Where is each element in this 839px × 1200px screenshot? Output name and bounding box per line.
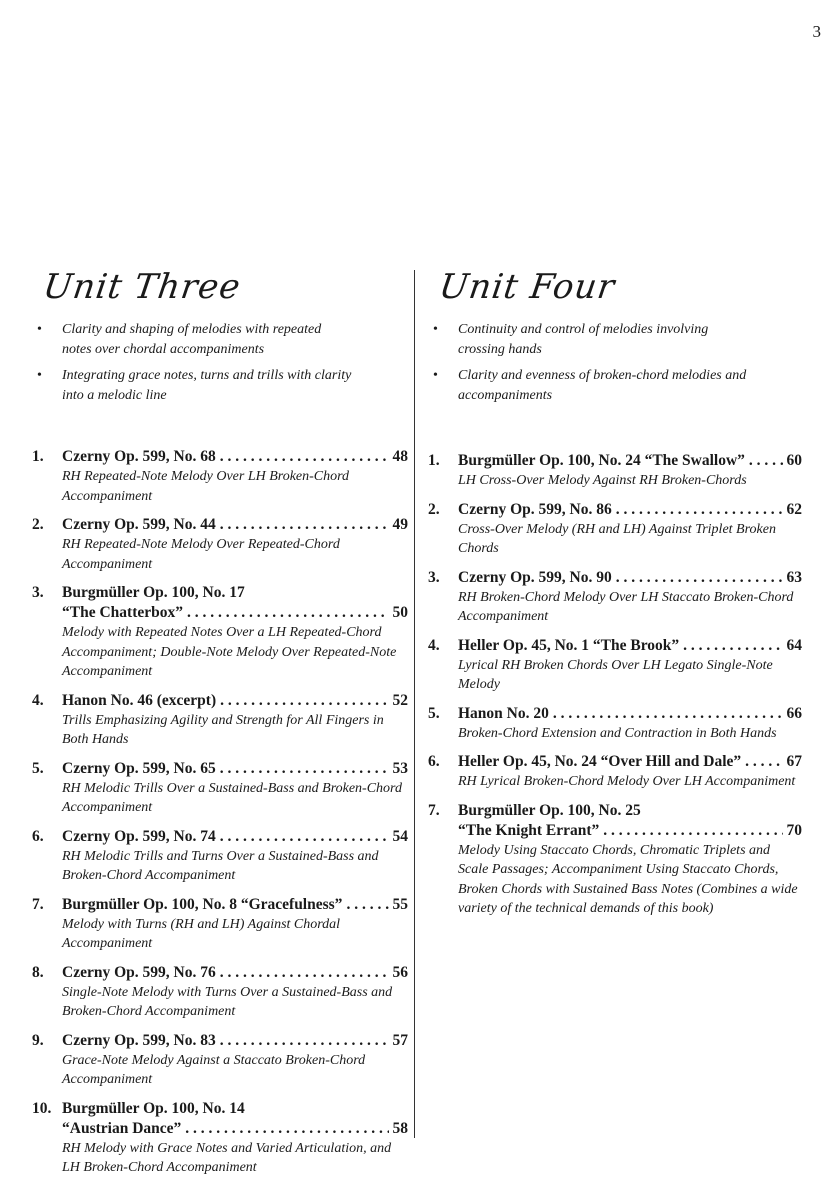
- entry-composer-opus: Czerny Op. 599, No. 76: [62, 963, 216, 981]
- entry-number: 5.: [32, 759, 44, 777]
- dot-leader: [220, 759, 389, 779]
- contents-entry: [428, 801, 802, 919]
- dot-leader: [220, 1031, 389, 1051]
- contents-entry: [428, 451, 802, 491]
- entry-heading-line: [62, 515, 408, 535]
- dot-leader: [749, 451, 783, 471]
- dot-leader: [683, 636, 782, 656]
- goal-item: [428, 366, 748, 406]
- unit-title: Unit Three: [40, 267, 244, 307]
- entry-page-number: 70: [786, 821, 802, 839]
- entry-page-number: 56: [392, 963, 408, 981]
- contents-entry: [32, 447, 408, 506]
- contents-entry: [428, 500, 802, 559]
- contents-entry: [428, 704, 802, 744]
- entry-heading-line: [62, 691, 408, 711]
- entry-page-number: 48: [392, 448, 408, 465]
- contents-entry: [428, 636, 802, 695]
- dot-leader: [553, 704, 783, 724]
- entry-composer-opus: Czerny Op. 599, No. 90: [458, 568, 612, 586]
- entry-composer-opus: Burgmüller Op. 100, No. 17: [62, 584, 245, 601]
- contents-entry: [32, 1031, 408, 1090]
- entry-number: 3.: [428, 568, 440, 586]
- entry-description: Trills Emphasizing Agility and Strength for All Fingers in Both Hands: [62, 712, 384, 747]
- unit-goals: [428, 320, 802, 406]
- entry-page-number: 54: [392, 827, 408, 845]
- entry-description: Melody with Turns (RH and LH) Against Chordal Accompaniment: [62, 916, 341, 951]
- entry-description: Melody with Repeated Notes Over a LH Repeated-Chord Accompaniment; Double-Note Melody Over Repeated-Note Accompaniment: [62, 625, 397, 679]
- entry-page-number: 50: [392, 604, 408, 621]
- entry-description: Grace-Note Melody Against a Staccato Broken-Chord Accompaniment: [62, 1052, 366, 1087]
- entry-page-number: 55: [392, 895, 408, 913]
- unit-three-column: [32, 262, 408, 1187]
- entry-heading-line: [458, 704, 802, 724]
- entry-number: 2.: [32, 516, 44, 533]
- entry-title-line: [62, 603, 408, 623]
- contents-entry: [32, 515, 408, 574]
- entry-composer-opus: Heller Op. 45, No. 24 “Over Hill and Dale”: [458, 753, 742, 770]
- unit-entries: [428, 451, 802, 919]
- entry-description: LH Cross-Over Melody Against RH Broken-Chords: [458, 473, 747, 488]
- entry-composer-opus: Hanon No. 20: [458, 704, 549, 722]
- entry-heading-line: [62, 895, 408, 915]
- entry-number: 3.: [32, 584, 44, 601]
- goal-item: [32, 366, 352, 406]
- entry-heading-line: [62, 1099, 408, 1119]
- entry-composer-opus: Burgmüller Op. 100, No. 14: [62, 1099, 245, 1117]
- entry-composer-opus: Czerny Op. 599, No. 74: [62, 827, 216, 845]
- entry-page-number: 64: [786, 636, 802, 654]
- entry-page-number: 62: [786, 500, 802, 518]
- entry-page-number: 49: [392, 516, 408, 533]
- entry-title-line: [62, 1119, 408, 1139]
- entry-description: RH Repeated-Note Melody Over LH Broken-Chord Accompaniment: [62, 469, 350, 504]
- entry-composer-opus: Czerny Op. 599, No. 68: [62, 448, 216, 465]
- entry-number: 9.: [32, 1031, 44, 1049]
- entry-number: 7.: [428, 801, 440, 819]
- dot-leader: [220, 827, 389, 847]
- entry-description: Lyrical RH Broken Chords Over LH Legato Single-Note Melody: [458, 657, 773, 692]
- goal-text: Integrating grace notes, turns and trills with clarity into a melodic line: [62, 368, 352, 403]
- entry-composer-opus: Burgmüller Op. 100, No. 24 “The Swallow”: [458, 452, 745, 469]
- entry-number: 5.: [428, 704, 440, 722]
- entry-page-number: 58: [392, 1119, 408, 1137]
- bullet-icon: •: [433, 368, 438, 383]
- entry-page-number: 66: [786, 704, 802, 722]
- entry-number: 1.: [32, 448, 44, 465]
- entry-heading-line: [458, 752, 802, 772]
- contents-entry: [428, 752, 802, 792]
- contents-entry: [32, 691, 408, 750]
- entry-heading-line: [62, 447, 408, 467]
- entry-description: RH Broken-Chord Melody Over LH Staccato Broken-Chord Accompaniment: [458, 589, 794, 624]
- contents-entry: [32, 827, 408, 886]
- dot-leader: [346, 895, 388, 915]
- entry-description: Cross-Over Melody (RH and LH) Against Triplet Broken Chords: [458, 521, 776, 556]
- entry-heading-line: [62, 1031, 408, 1051]
- entry-title: “The Chatterbox”: [62, 604, 183, 621]
- entry-composer-opus: Heller Op. 45, No. 1 “The Brook”: [458, 636, 680, 654]
- goal-text: Continuity and control of melodies involving crossing hands: [458, 322, 709, 357]
- entry-composer-opus: Hanon No. 46 (excerpt): [62, 691, 217, 709]
- contents-entry: [32, 583, 408, 682]
- entry-description: Melody Using Staccato Chords, Chromatic Triplets and Scale Passages; Accompaniment Using Staccato Chords, Broken Chords with Sustained Bass Notes (Combines a wide variety of the technical demands of this book): [458, 842, 798, 916]
- entry-heading-line: [458, 636, 802, 656]
- entry-description: RH Lyrical Broken-Chord Melody Over LH Accompaniment: [458, 774, 796, 789]
- entry-description: Single-Note Melody with Turns Over a Sustained-Bass and Broken-Chord Accompaniment: [62, 984, 393, 1019]
- entry-description: RH Melodic Trills and Turns Over a Sustained-Bass and Broken-Chord Accompaniment: [62, 848, 379, 883]
- bullet-icon: •: [37, 322, 42, 337]
- unit-four-column: [428, 262, 802, 928]
- goal-text: Clarity and shaping of melodies with repeated notes over chordal accompaniments: [62, 322, 322, 357]
- unit-entries: [32, 447, 408, 1178]
- entry-number: 1.: [428, 452, 440, 469]
- entry-page-number: 53: [392, 759, 408, 777]
- entry-number: 2.: [428, 500, 440, 518]
- dot-leader: [616, 500, 783, 520]
- entry-page-number: 52: [392, 691, 408, 709]
- contents-entry: [32, 759, 408, 818]
- entry-number: 4.: [32, 691, 44, 709]
- entry-composer-opus: Czerny Op. 599, No. 44: [62, 516, 216, 533]
- dot-leader: [220, 691, 388, 711]
- goal-item: [32, 320, 352, 360]
- entry-number: 6.: [428, 753, 440, 770]
- dot-leader: [603, 821, 782, 841]
- entry-heading-line: [458, 801, 802, 821]
- entry-composer-opus: Czerny Op. 599, No. 83: [62, 1031, 216, 1049]
- entry-composer-opus: Czerny Op. 599, No. 86: [458, 500, 612, 518]
- entry-page-number: 67: [786, 753, 802, 770]
- entry-number: 6.: [32, 827, 44, 845]
- bullet-icon: •: [37, 368, 42, 383]
- entry-heading-line: [62, 827, 408, 847]
- entry-composer-opus: Burgmüller Op. 100, No. 25: [458, 801, 641, 819]
- dot-leader: [220, 963, 389, 983]
- entry-heading-line: [62, 583, 408, 603]
- dot-leader: [187, 603, 389, 623]
- entry-title: “The Knight Errant”: [458, 821, 600, 839]
- entry-heading-line: [458, 500, 802, 520]
- entry-number: 7.: [32, 895, 44, 913]
- entry-heading-line: [458, 451, 802, 471]
- contents-entry: [32, 963, 408, 1022]
- entry-number: 10.: [32, 1099, 52, 1117]
- entry-page-number: 60: [786, 452, 802, 469]
- dot-leader: [616, 568, 783, 588]
- page-number: 3: [812, 22, 821, 41]
- entry-description: RH Repeated-Note Melody Over Repeated-Chord Accompaniment: [62, 537, 340, 572]
- entry-heading-line: [62, 963, 408, 983]
- entry-page-number: 57: [392, 1031, 408, 1049]
- entry-heading-line: [62, 759, 408, 779]
- dot-leader: [220, 515, 389, 535]
- entry-description: Broken-Chord Extension and Contraction in Both Hands: [458, 725, 777, 741]
- goal-text: Clarity and evenness of broken-chord melodies and accompaniments: [458, 368, 747, 403]
- entry-title: “Austrian Dance”: [62, 1119, 182, 1137]
- entry-composer-opus: Burgmüller Op. 100, No. 8 “Gracefulness”: [62, 895, 343, 913]
- goal-item: [428, 320, 748, 360]
- entry-composer-opus: Czerny Op. 599, No. 65: [62, 759, 216, 777]
- dot-leader: [185, 1119, 388, 1139]
- unit-title: Unit Four: [436, 267, 618, 307]
- entry-description: RH Melody with Grace Notes and Varied Articulation, and LH Broken-Chord Accompaniment: [62, 1140, 392, 1175]
- bullet-icon: •: [433, 322, 438, 337]
- entry-number: 8.: [32, 963, 44, 981]
- dot-leader: [745, 752, 782, 772]
- entry-title-line: [458, 821, 802, 841]
- column-divider: [414, 270, 415, 1138]
- entry-number: 4.: [428, 636, 440, 654]
- dot-leader: [220, 447, 389, 467]
- unit-goals: [32, 320, 408, 406]
- contents-entry: [32, 1099, 408, 1178]
- contents-entry: [428, 568, 802, 627]
- entry-page-number: 63: [786, 568, 802, 586]
- entry-description: RH Melodic Trills Over a Sustained-Bass and Broken-Chord Accompaniment: [62, 780, 402, 815]
- entry-heading-line: [458, 568, 802, 588]
- contents-entry: [32, 895, 408, 954]
